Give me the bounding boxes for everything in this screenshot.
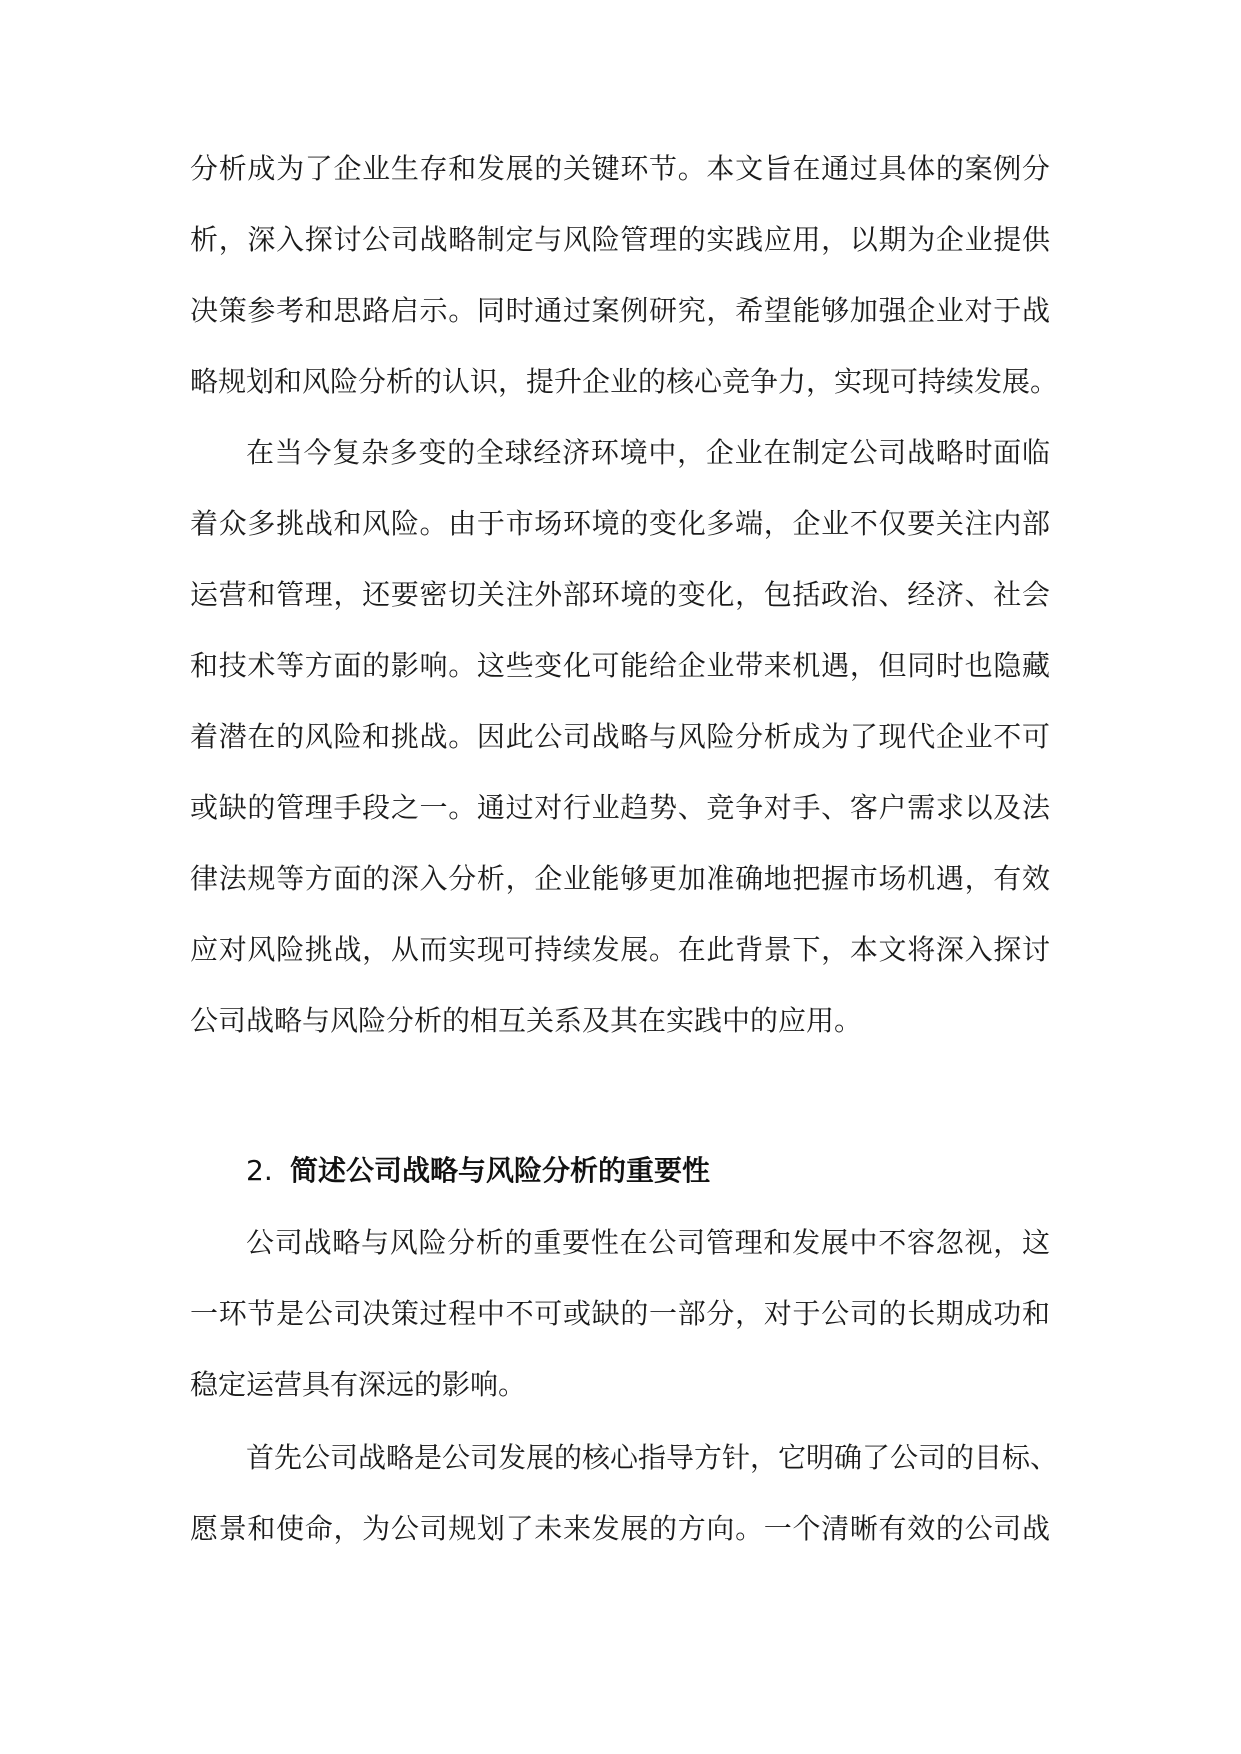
text-line: 着潜在的风险和挑战。因此公司战略与风险分析成为了现代企业不可 <box>190 720 1050 753</box>
section-heading <box>246 1148 710 1194</box>
section-number: 2. <box>246 1154 273 1187</box>
text-line: 公司战略与风险分析的重要性在公司管理和发展中不容忽视，这 <box>246 1226 1050 1259</box>
text-line: 分析成为了企业生存和发展的关键环节。本文旨在通过具体的案例分 <box>190 152 1050 185</box>
section-title: 简述公司战略与风险分析的重要性 <box>290 1154 711 1187</box>
text-line: 或缺的管理手段之一。通过对行业趋势、竞争对手、客户需求以及法 <box>190 791 1050 824</box>
text-line: 一环节是公司决策过程中不可或缺的一部分，对于公司的长期成功和 <box>190 1297 1050 1330</box>
text-line: 公司战略与风险分析的相互关系及其在实践中的应用。 <box>190 1004 863 1037</box>
text-line: 着众多挑战和风险。由于市场环境的变化多端，企业不仅要关注内部 <box>190 507 1050 540</box>
text-line: 愿景和使命，为公司规划了未来发展的方向。一个清晰有效的公司战 <box>190 1512 1050 1545</box>
text-line: 首先公司战略是公司发展的核心指导方针，它明确了公司的目标、 <box>246 1441 1059 1474</box>
text-line: 决策参考和思路启示。同时通过案例研究，希望能够加强企业对于战 <box>190 294 1050 327</box>
text-line: 运营和管理，还要密切关注外部环境的变化，包括政治、经济、社会 <box>190 578 1050 611</box>
text-line: 稳定运营具有深远的影响。 <box>190 1368 527 1401</box>
text-line: 析，深入探讨公司战略制定与风险管理的实践应用，以期为企业提供 <box>190 223 1050 256</box>
text-line: 律法规等方面的深入分析，企业能够更加准确地把握市场机遇，有效 <box>190 862 1050 895</box>
text-line: 在当今复杂多变的全球经济环境中，企业在制定公司战略时面临 <box>246 436 1050 469</box>
text-line: 略规划和风险分析的认识，提升企业的核心竞争力，实现可持续发展。 <box>190 365 1059 398</box>
text-line: 应对风险挑战，从而实现可持续发展。在此背景下，本文将深入探讨 <box>190 933 1050 966</box>
text-line: 和技术等方面的影响。这些变化可能给企业带来机遇，但同时也隐藏 <box>190 649 1050 682</box>
